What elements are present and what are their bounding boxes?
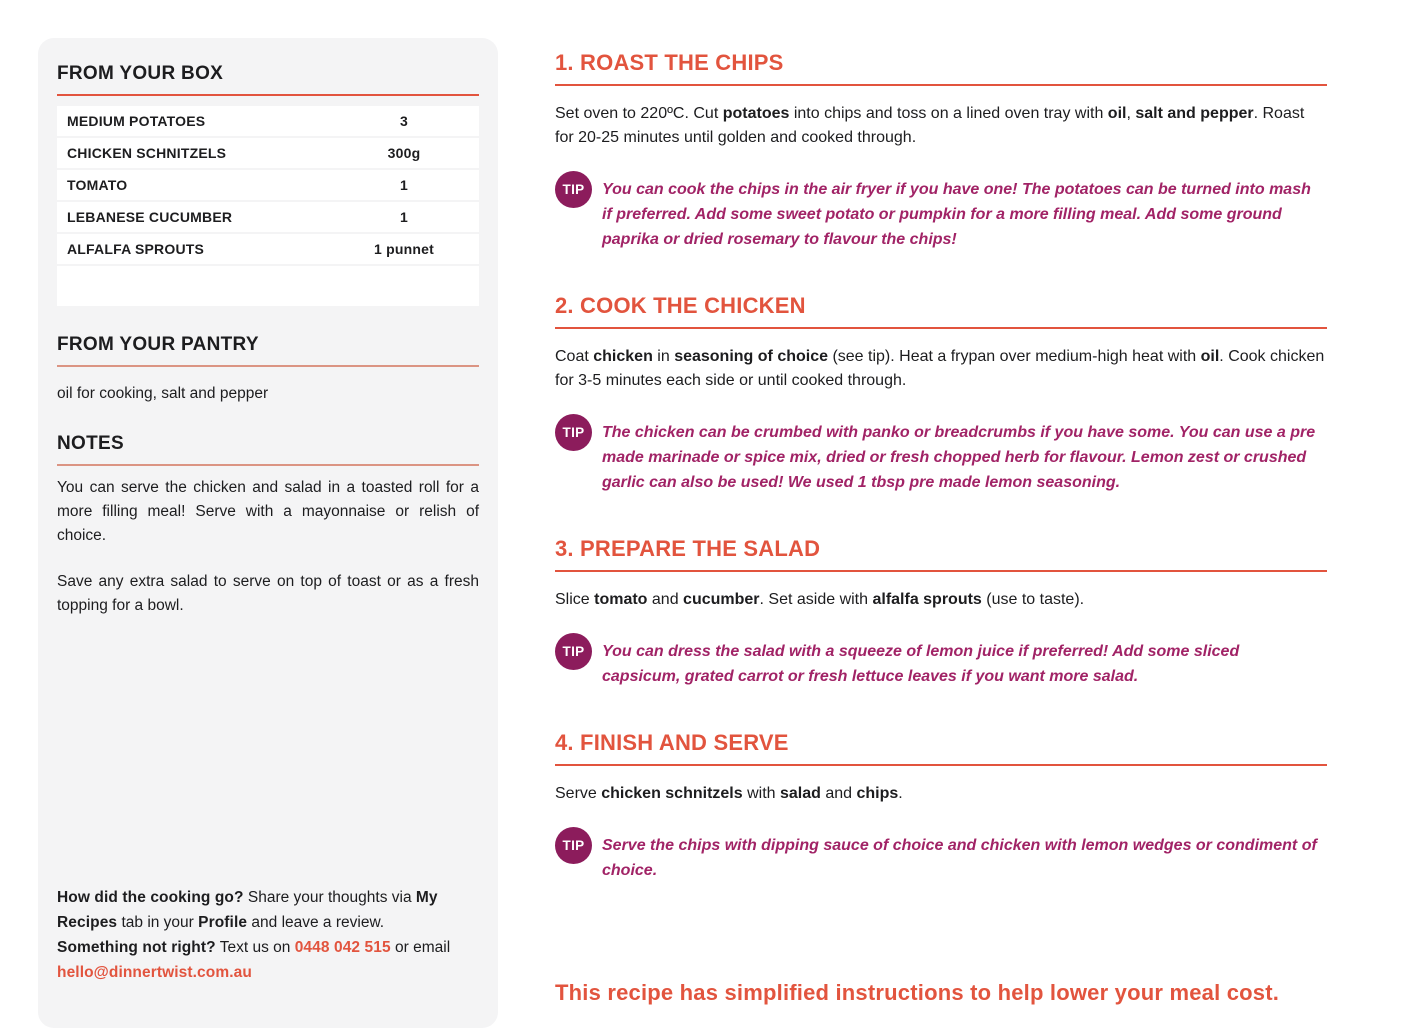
text-segment: . Roast for 20-25 minutes until golden and cooked through. — [555, 105, 1305, 146]
text-segment: and — [647, 591, 684, 608]
step-body — [555, 345, 1327, 393]
text-segment: or email — [390, 938, 451, 956]
ingredient-name: CHICKEN SCHNITZELS — [67, 145, 227, 161]
table-row — [57, 234, 479, 264]
text-segment: with — [742, 785, 780, 802]
bold-text: salad — [779, 785, 821, 802]
divider — [57, 464, 479, 466]
from-your-box-title: FROM YOUR BOX — [57, 63, 224, 84]
divider — [555, 327, 1327, 329]
notes-paragraph: Save any extra salad to serve on top of toast or as a fresh topping for a bowl. — [57, 573, 479, 614]
pantry-text: oil for cooking, salt and pepper — [57, 385, 269, 402]
tip-badge: TIP — [555, 171, 592, 208]
step-body — [555, 102, 1327, 150]
bold-text: Something not right? — [57, 938, 216, 956]
text-segment: Set oven to 220ºC. Cut — [555, 105, 723, 122]
ingredient-qty: 300g — [387, 145, 421, 161]
table-row-empty — [57, 266, 479, 306]
step-4-finish-and-serve — [555, 730, 1327, 883]
step-heading: 4. FINISH AND SERVE — [555, 730, 789, 755]
ingredients-panel — [38, 38, 498, 1028]
step-heading: 2. COOK THE CHICKEN — [555, 293, 806, 318]
bold-text: chicken schnitzels — [601, 785, 743, 802]
bold-text: alfalfa sprouts — [872, 591, 982, 608]
table-row — [57, 202, 479, 232]
text-segment: Text us on — [215, 938, 295, 956]
tip-callout — [555, 414, 1327, 495]
bold-text: chicken — [593, 348, 653, 365]
notes-paragraph: You can serve the chicken and salad in a toasted roll for a more filling meal! Serve with a mayonnaise or relish of choice. — [57, 479, 479, 544]
divider — [555, 570, 1327, 572]
tip-text: You can cook the chips in the air fryer if you have one! The potatoes can be turned into mash if preferred. Add some sweet potato or pumpkin for a more filling meal. Add some ground paprika or dried rosemary to flavour the chips! — [602, 181, 1311, 248]
text-segment: (see tip). Heat a frypan over medium-high heat with — [828, 348, 1201, 365]
text-segment: . Cook chicken for 3-5 minutes each side or until cooked through. — [555, 348, 1325, 389]
ingredient-name: TOMATO — [67, 177, 128, 193]
bold-text: oil — [1200, 348, 1220, 365]
step-heading: 3. PREPARE THE SALAD — [555, 536, 821, 561]
text-segment: . Set aside with — [759, 591, 873, 608]
ingredient-qty: 1 punnet — [374, 241, 434, 257]
text-segment: and leave a review. — [247, 913, 385, 931]
tip-callout — [555, 827, 1327, 883]
bold-text: tomato — [594, 591, 648, 608]
ingredients-table — [57, 106, 479, 308]
bold-text: Profile — [198, 913, 248, 931]
ingredient-qty: 1 — [400, 209, 408, 225]
phone-link[interactable]: 0448 042 515 — [294, 938, 391, 956]
text-segment: in — [652, 348, 675, 365]
ingredient-name: MEDIUM POTATOES — [67, 113, 206, 129]
text-segment: . — [898, 785, 903, 802]
text-segment: and — [820, 785, 857, 802]
tip-badge: TIP — [555, 414, 592, 451]
text-segment: Share your thoughts via — [243, 888, 416, 906]
feedback-footer — [57, 885, 479, 985]
tip-badge: TIP — [555, 633, 592, 670]
text-segment: , — [1126, 105, 1136, 122]
tip-callout — [555, 633, 1327, 689]
tip-callout — [555, 171, 1327, 252]
text-segment: (use to taste). — [981, 591, 1085, 608]
table-row — [57, 106, 479, 136]
tip-text: The chicken can be crumbed with panko or breadcrumbs if you have some. You can use a pre made marinade or spice mix, dried or fresh chopped herb for flavour. Lemon zest or crushed garlic can also be used! We used 1 tbsp pre made lemon seasoning. — [602, 424, 1316, 491]
bold-text: seasoning of choice — [674, 348, 828, 365]
bold-text: oil — [1107, 105, 1127, 122]
bold-text: chips — [856, 785, 899, 802]
divider — [57, 94, 479, 96]
step-1-roast-the-chips — [555, 50, 1327, 252]
step-2-cook-the-chicken — [555, 293, 1327, 495]
text-segment: Slice — [555, 591, 595, 608]
bold-text: salt and pepper — [1135, 105, 1254, 122]
text-segment: tab in your — [117, 913, 199, 931]
ingredient-qty: 1 — [400, 177, 408, 193]
step-body — [555, 782, 1327, 806]
step-heading: 1. ROAST THE CHIPS — [555, 50, 784, 75]
notes-title: NOTES — [57, 433, 124, 454]
ingredient-qty: 3 — [400, 113, 408, 129]
text-segment: Serve — [555, 785, 602, 802]
text-segment: into chips and toss on a lined oven tray with — [789, 105, 1108, 122]
step-3-prepare-the-salad — [555, 536, 1327, 689]
divider — [555, 84, 1327, 86]
simplified-instructions-note: This recipe has simplified instructions to help lower your meal cost. — [555, 980, 1280, 1005]
ingredient-name: ALFALFA SPROUTS — [67, 241, 205, 257]
tip-badge: TIP — [555, 827, 592, 864]
step-body — [555, 588, 1327, 612]
email-link[interactable]: hello@dinnertwist.com.au — [57, 963, 252, 981]
tip-text: You can dress the salad with a squeeze of lemon juice if preferred! Add some sliced capsicum, grated carrot or fresh lettuce leaves if you want more salad. — [602, 643, 1240, 685]
instructions-column — [555, 38, 1327, 1028]
table-row — [57, 138, 479, 168]
tip-text: Serve the chips with dipping sauce of choice and chicken with lemon wedges or condiment of choice. — [602, 837, 1317, 879]
text-segment: Coat — [555, 348, 594, 365]
bold-text: My Recipes — [57, 888, 438, 931]
bold-text: potatoes — [722, 105, 790, 122]
bold-text: cucumber — [683, 591, 760, 608]
divider — [57, 365, 479, 367]
notes-section — [57, 433, 479, 640]
bold-text: How did the cooking go? — [57, 888, 244, 906]
divider — [555, 764, 1327, 766]
from-your-pantry-title: FROM YOUR PANTRY — [57, 334, 259, 355]
ingredient-name: LEBANESE CUCUMBER — [67, 209, 233, 225]
table-row — [57, 170, 479, 200]
